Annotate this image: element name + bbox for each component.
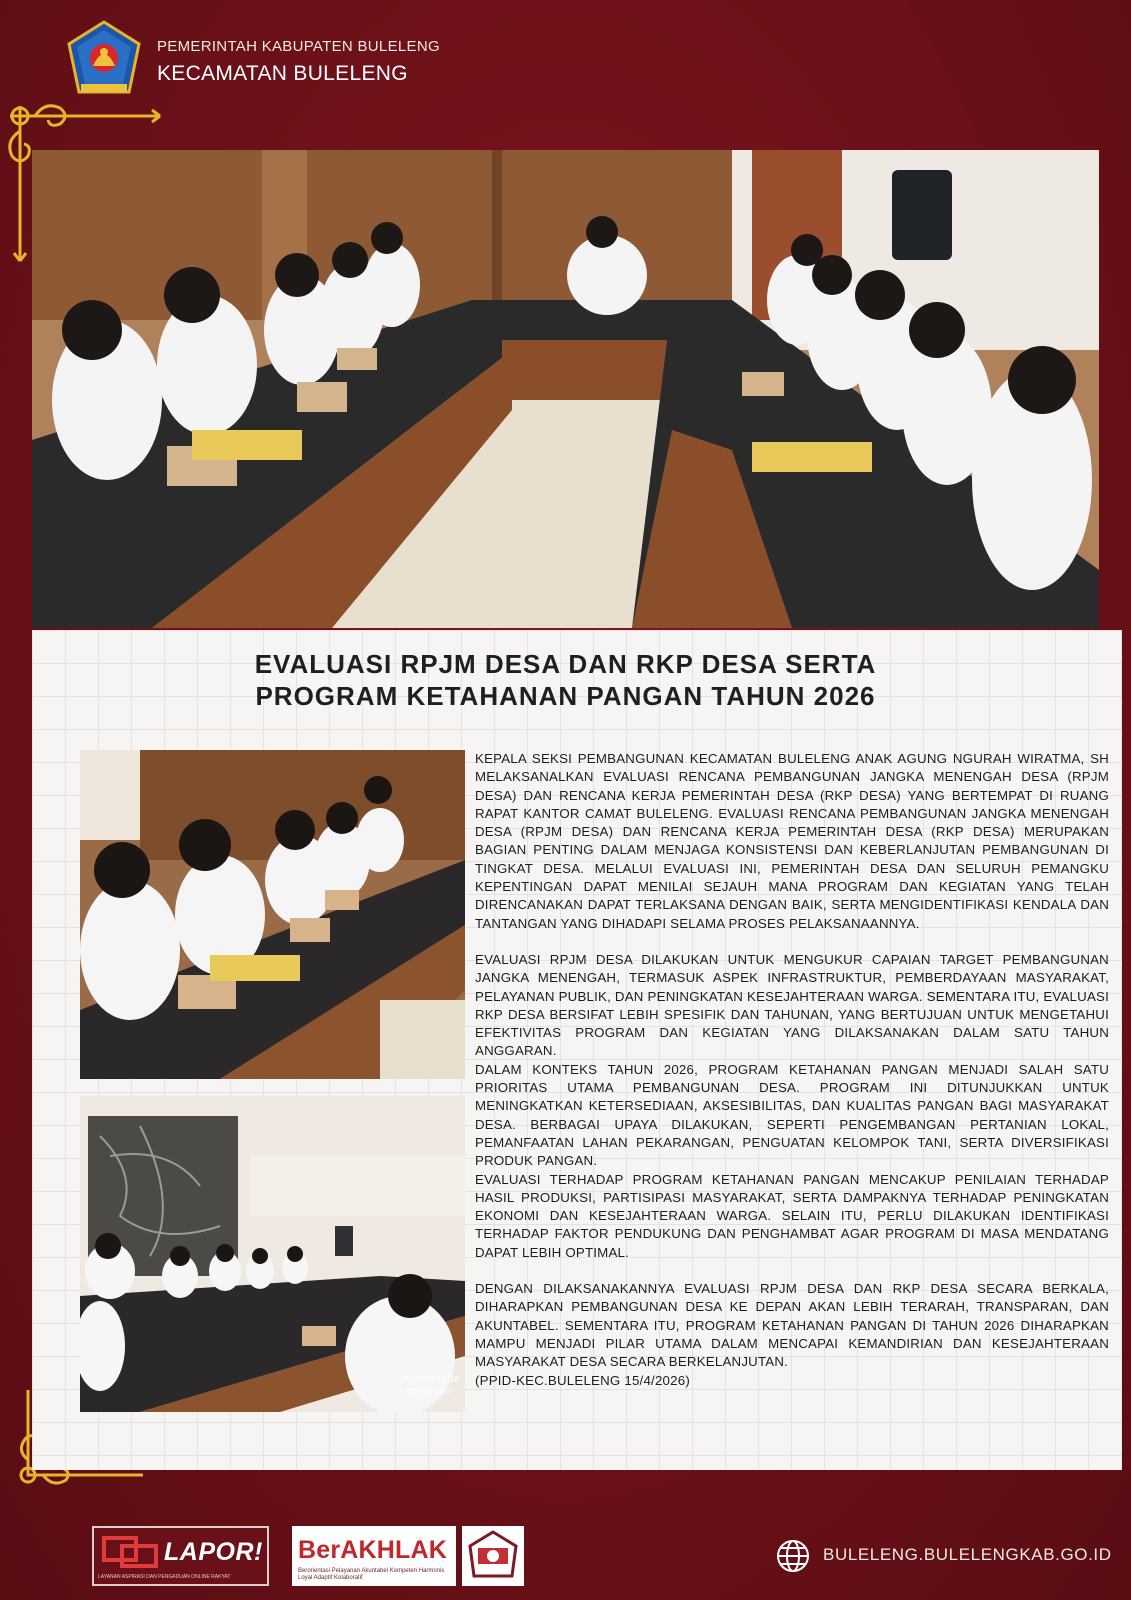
- body-source: (PPID-KEC.BULELENG 15/4/2026): [475, 1372, 690, 1388]
- meeting-photo-2-illustration: [80, 750, 465, 1079]
- meeting-room-illustration: [32, 150, 1099, 628]
- body-paragraph-3: DALAM KONTEKS TAHUN 2026, PROGRAM KETAHANAN PANGAN MENJADI SALAH SATU PRIORITAS UTAMA PEMBANGUNAN DESA. PROGRAM INI DITUNJUKKAN UNTUK MENINGKATKAN KETERSEDIAAN, AKSESIBILITAS, DAN KUALITAS PANGAN BAGI MASYARAKAT DESA. BERBAGAI UPAYA DILAKUKAN, SEPERTI PENGEMBANGAN PERTANIAN LOKAL, PEMANFAATAN LAHAN PEKARANGAN, PENGUATAN KELOMPOK TANI, SERTA DIVERSIFIKASI PRODUK PANGAN.: [475, 1061, 1109, 1169]
- body-paragraph-5: DENGAN DILAKSANAKANNYA EVALUASI RPJM DESA DAN RKP DESA SECARA BERKALA, DIHARAPKAN PEMBANGUNAN DESA KE DEPAN AKAN LEBIH TERARAH, TRANSPARAN, DAN AKUNTABEL. SEMENTARA ITU, PROGRAM KETAHANAN PANGAN DI TAHUN 2026 DIHARAPKAN MAMPU MENJADI PILAR UTAMA DALAM MENCAPAI KEMANDIRIAN DAN KESEJAHTERAAN MASYARAKAT DESA SECARA BERKELANJUTAN.: [475, 1281, 1109, 1370]
- kecamatan-badge-logo[interactable]: [462, 1526, 524, 1586]
- meeting-photo-2: [80, 750, 465, 1079]
- berakhlak-subtitle: Berorientasi Pelayanan Akuntabel Kompeten Harmonis Loyal Adaptif Kolaboratif: [298, 1568, 445, 1581]
- website-link[interactable]: BULELENG.BULELENGKAB.GO.ID: [823, 1545, 1112, 1564]
- camera-watermark: [405, 1374, 459, 1398]
- berakhlak-label: BerAKHLAK: [298, 1536, 448, 1564]
- lapor-subtitle: LAYANAN ASPIRASI DAN PENGADUAN ONLINE RAKYAT: [98, 1574, 231, 1580]
- title-line-2: PROGRAM KETAHANAN PANGAN TAHUN 2026: [255, 681, 876, 711]
- chat-bubble-icon: [102, 1536, 160, 1570]
- header-government-name: PEMERINTAH KABUPATEN BULELENG: [157, 38, 440, 55]
- buleleng-regency-emblem: [65, 20, 143, 100]
- meeting-photo-3-illustration: [80, 1096, 465, 1412]
- camera-watermark-model: realme Note: [404, 1374, 459, 1385]
- camera-watermark-date: 2026.04.15 0: [404, 1387, 452, 1396]
- header-district-name: KECAMATAN BULELENG: [157, 62, 408, 85]
- body-paragraph-1: KEPALA SEKSI PEMBANGUNAN KECAMATAN BULELENG ANAK AGUNG NGURAH WIRATMA, SH MELAKSANALKAN EVALUASI RENCANA PEMBANGUNAN JANGKA MENENGAH DESA (RPJM DESA) DAN RENCANA KERJA PEMERINTAH DESA (RKP DESA) YANG BERTEMPAT DI RUANG RAPAT KANTOR CAMAT BULELENG. EVALUASI RENCANA PEMBANGUNAN JANGKA MENENGAH DESA (RPJM DESA) DAN RENCANA KERJA PEMERINTAH DESA (RKP DESA) MERUPAKAN BAGIAN PENTING DALAM MENJAGA KONSISTENSI DAN KEBERLANJUTAN PEMBANGUNAN DI TINGKAT DESA. MELALUI EVALUASI INI, PEMERINTAH DESA DAN SELURUH PEMANGKU KEPENTINGAN DAPAT MENILAI SEJAUH MANA PROGRAM DAN KEGIATAN YANG TELAH DIRENCANAKAN DAPAT TERLAKSANA DENGAN BAIK, SERTA MENGIDENTIFIKASI KENDALA DAN TANTANGAN YANG DIHADAPI SELAMA PROSES PELAKSANAANNYA.: [475, 751, 1109, 931]
- main-meeting-photo: [32, 150, 1099, 628]
- badge-icon: [462, 1526, 524, 1586]
- lapor-logo[interactable]: [92, 1526, 269, 1586]
- body-paragraph-2: EVALUASI RPJM DESA DILAKUKAN UNTUK MENGUKUR CAPAIAN TARGET PEMBANGUNAN JANGKA MENENGAH, TERMASUK ASPEK INFRASTRUKTUR, PEMBERDAYAAN MASYARAKAT, PELAYANAN PUBLIK, DAN PENINGKATAN KESEJAHTERAAN WARGA. SEMENTARA ITU, EVALUASI RKP DESA BERSIFAT LEBIH SPESIFIK DAN TAHUNAN, YANG BERTUJUAN UNTUK MENGETAHUI EFEKTIVITAS PROGRAM DAN KEGIATAN YANG DILAKSANAKAN DALAM SATU TAHUN ANGGARAN.: [475, 951, 1109, 1059]
- globe-icon: [776, 1539, 810, 1573]
- article-title: [0, 648, 1131, 712]
- body-paragraph-4: EVALUASI TERHADAP PROGRAM KETAHANAN PANGAN MENCAKUP PENILAIAN TERHADAP HASIL PRODUKSI, PARTISIPASI MASYARAKAT, SERTA DAMPAKNYA TERHADAP PENINGKATAN EKONOMI DAN KESEJAHTERAAN WARGA. SELAIN ITU, PERLU DILAKUKAN IDENTIFIKASI TERHADAP FAKTOR PENDUKUNG DAN PENGHAMBAT AGAR PROGRAM DI MASA MENDATANG DAPAT LEBIH OPTIMAL.: [475, 1171, 1109, 1260]
- meeting-photo-3: [80, 1096, 465, 1412]
- article-body: [475, 750, 1109, 1390]
- berakhlak-logo[interactable]: [292, 1526, 456, 1586]
- lapor-label: LAPOR!: [164, 1538, 263, 1566]
- title-line-1: EVALUASI RPJM DESA DAN RKP DESA SERTA: [254, 649, 877, 679]
